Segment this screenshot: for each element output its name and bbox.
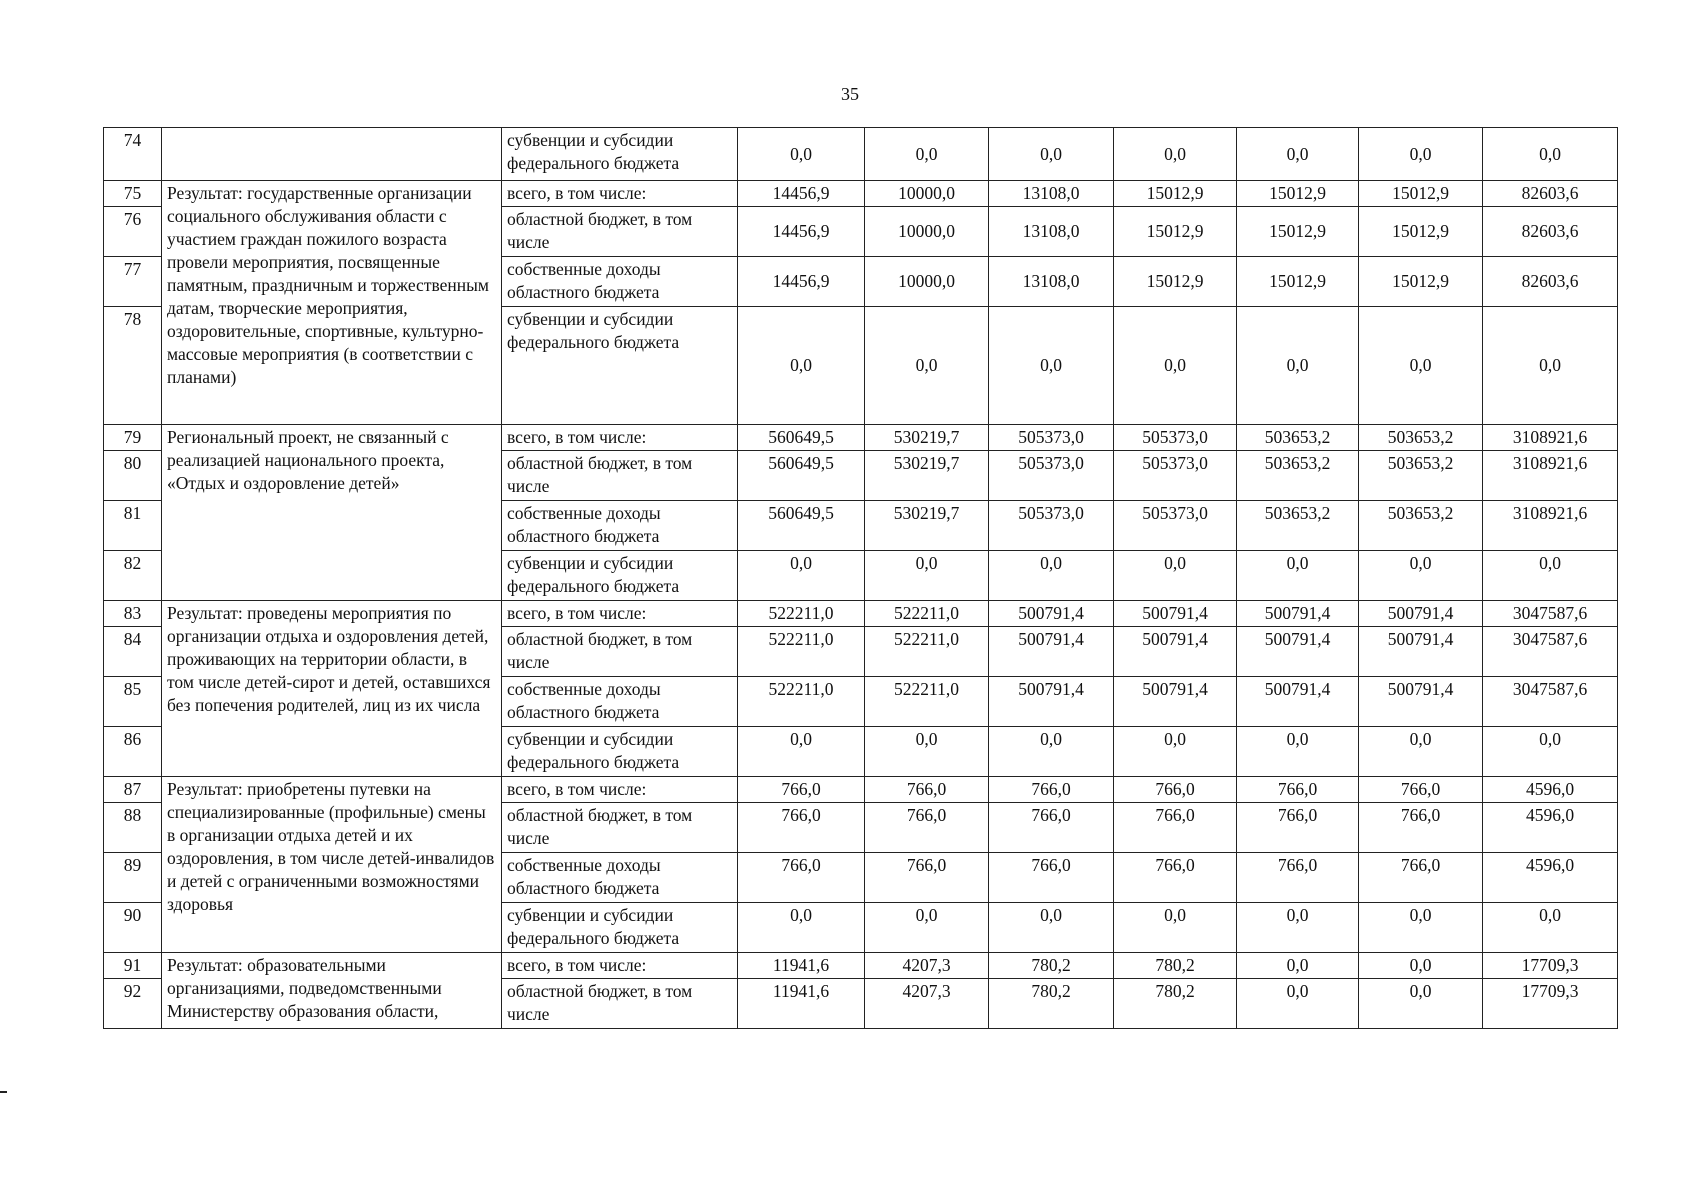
value-cell: 0,0 [1483, 128, 1618, 181]
value-cell: 500791,4 [989, 627, 1114, 677]
value-cell: 0,0 [1237, 128, 1359, 181]
value-cell: 766,0 [738, 777, 865, 803]
row-number: 83 [104, 601, 162, 627]
value-cell: 0,0 [1114, 727, 1237, 777]
row-description: Результат: образовательными организациями, подведомственными Министерству образования области, [162, 953, 502, 1029]
table-row [104, 128, 1618, 181]
value-cell: 13108,0 [989, 181, 1114, 207]
value-cell: 766,0 [865, 853, 989, 903]
funding-source: собственные доходы областного бюджета [502, 501, 738, 551]
value-cell: 0,0 [1359, 903, 1483, 953]
value-cell: 0,0 [1237, 551, 1359, 601]
value-cell: 522211,0 [738, 627, 865, 677]
value-cell: 500791,4 [1114, 601, 1237, 627]
funding-source: собственные доходы областного бюджета [502, 677, 738, 727]
value-cell: 15012,9 [1237, 257, 1359, 307]
row-number: 75 [104, 181, 162, 207]
row-number: 80 [104, 451, 162, 501]
value-cell: 4596,0 [1483, 853, 1618, 903]
value-cell: 780,2 [1114, 979, 1237, 1029]
value-cell: 505373,0 [1114, 451, 1237, 501]
value-cell: 82603,6 [1483, 257, 1618, 307]
funding-source: собственные доходы областного бюджета [502, 257, 738, 307]
value-cell: 522211,0 [738, 601, 865, 627]
value-cell: 766,0 [989, 803, 1114, 853]
table-row [104, 601, 1618, 627]
row-number: 77 [104, 257, 162, 307]
page-number: 35 [841, 84, 859, 104]
value-cell: 0,0 [1237, 307, 1359, 425]
value-cell: 14456,9 [738, 207, 865, 257]
value-cell: 505373,0 [989, 425, 1114, 451]
row-description: Региональный проект, не связанный с реализацией национального проекта, «Отдых и оздоровление детей» [162, 425, 502, 601]
funding-source: областной бюджет, в том числе [502, 207, 738, 257]
row-number: 76 [104, 207, 162, 257]
value-cell: 0,0 [1237, 727, 1359, 777]
value-cell: 15012,9 [1237, 181, 1359, 207]
value-cell: 13108,0 [989, 207, 1114, 257]
value-cell: 522211,0 [738, 677, 865, 727]
value-cell: 766,0 [865, 803, 989, 853]
value-cell: 0,0 [989, 903, 1114, 953]
value-cell: 766,0 [1359, 777, 1483, 803]
value-cell: 766,0 [1114, 853, 1237, 903]
value-cell: 0,0 [1237, 903, 1359, 953]
value-cell: 0,0 [989, 551, 1114, 601]
value-cell: 15012,9 [1114, 181, 1237, 207]
value-cell: 0,0 [865, 903, 989, 953]
value-cell: 500791,4 [1359, 627, 1483, 677]
row-number: 81 [104, 501, 162, 551]
value-cell: 14456,9 [738, 257, 865, 307]
value-cell: 0,0 [738, 903, 865, 953]
value-cell: 82603,6 [1483, 181, 1618, 207]
value-cell: 0,0 [1483, 903, 1618, 953]
row-number: 74 [104, 128, 162, 181]
funding-source: всего, в том числе: [502, 953, 738, 979]
value-cell: 0,0 [1237, 953, 1359, 979]
value-cell: 0,0 [989, 307, 1114, 425]
value-cell: 0,0 [1114, 128, 1237, 181]
value-cell: 500791,4 [1359, 677, 1483, 727]
budget-table [103, 127, 1618, 1029]
funding-source: областной бюджет, в том числе [502, 803, 738, 853]
value-cell: 530219,7 [865, 425, 989, 451]
value-cell: 0,0 [1114, 307, 1237, 425]
value-cell: 0,0 [1359, 307, 1483, 425]
row-description: Результат: проведены мероприятия по организации отдыха и оздоровления детей, проживающих на территории области, в том числе детей-сирот и детей, оставшихся без попечения родителей, лиц из их числа [162, 601, 502, 777]
row-number: 89 [104, 853, 162, 903]
funding-source: всего, в том числе: [502, 601, 738, 627]
value-cell: 766,0 [1237, 803, 1359, 853]
row-number: 86 [104, 727, 162, 777]
table-row [104, 425, 1618, 451]
row-number: 79 [104, 425, 162, 451]
value-cell: 0,0 [1359, 128, 1483, 181]
value-cell: 3047587,6 [1483, 627, 1618, 677]
value-cell: 503653,2 [1359, 425, 1483, 451]
funding-source: субвенции и субсидии федерального бюджета [502, 307, 738, 425]
value-cell: 560649,5 [738, 425, 865, 451]
funding-source: собственные доходы областного бюджета [502, 853, 738, 903]
value-cell: 4596,0 [1483, 803, 1618, 853]
row-number: 88 [104, 803, 162, 853]
value-cell: 0,0 [989, 128, 1114, 181]
value-cell: 503653,2 [1237, 501, 1359, 551]
value-cell: 0,0 [1483, 307, 1618, 425]
value-cell: 766,0 [738, 803, 865, 853]
value-cell: 780,2 [1114, 953, 1237, 979]
value-cell: 505373,0 [989, 451, 1114, 501]
value-cell: 503653,2 [1359, 451, 1483, 501]
value-cell: 530219,7 [865, 501, 989, 551]
row-number: 92 [104, 979, 162, 1029]
value-cell: 0,0 [865, 307, 989, 425]
value-cell: 505373,0 [989, 501, 1114, 551]
value-cell: 0,0 [865, 551, 989, 601]
value-cell: 15012,9 [1359, 207, 1483, 257]
funding-source: всего, в том числе: [502, 181, 738, 207]
value-cell: 0,0 [1483, 551, 1618, 601]
value-cell: 0,0 [865, 727, 989, 777]
value-cell: 522211,0 [865, 677, 989, 727]
value-cell: 11941,6 [738, 979, 865, 1029]
value-cell: 3108921,6 [1483, 501, 1618, 551]
value-cell: 766,0 [989, 777, 1114, 803]
row-number: 91 [104, 953, 162, 979]
row-number: 85 [104, 677, 162, 727]
funding-source: субвенции и субсидии федерального бюджета [502, 551, 738, 601]
value-cell: 560649,5 [738, 451, 865, 501]
funding-source: всего, в том числе: [502, 777, 738, 803]
row-description: Результат: государственные организации социального обслуживания области с участием граждан пожилого возраста провели мероприятия, посвященные памятным, праздничным и торжественным датам, творческие мероприятия, оздоровительные, спортивные, культурно-массовые мероприятия (в соответствии с планами) [162, 181, 502, 425]
value-cell: 15012,9 [1114, 257, 1237, 307]
row-description [162, 128, 502, 181]
funding-source: субвенции и субсидии федерального бюджета [502, 903, 738, 953]
value-cell: 15012,9 [1114, 207, 1237, 257]
table-row [104, 777, 1618, 803]
value-cell: 0,0 [738, 307, 865, 425]
table-row [104, 953, 1618, 979]
table-row [104, 181, 1618, 207]
value-cell: 500791,4 [1114, 627, 1237, 677]
value-cell: 10000,0 [865, 181, 989, 207]
value-cell: 15012,9 [1359, 257, 1483, 307]
row-number: 84 [104, 627, 162, 677]
funding-source: областной бюджет, в том числе [502, 979, 738, 1029]
value-cell: 530219,7 [865, 451, 989, 501]
value-cell: 0,0 [1114, 903, 1237, 953]
value-cell: 15012,9 [1359, 181, 1483, 207]
value-cell: 0,0 [865, 128, 989, 181]
value-cell: 0,0 [738, 128, 865, 181]
value-cell: 0,0 [1359, 727, 1483, 777]
value-cell: 780,2 [989, 953, 1114, 979]
value-cell: 4596,0 [1483, 777, 1618, 803]
value-cell: 3108921,6 [1483, 425, 1618, 451]
value-cell: 500791,4 [1237, 601, 1359, 627]
value-cell: 560649,5 [738, 501, 865, 551]
value-cell: 11941,6 [738, 953, 865, 979]
value-cell: 13108,0 [989, 257, 1114, 307]
value-cell: 766,0 [1114, 803, 1237, 853]
value-cell: 500791,4 [989, 601, 1114, 627]
value-cell: 500791,4 [1237, 677, 1359, 727]
funding-source: субвенции и субсидии федерального бюджета [502, 727, 738, 777]
funding-source: областной бюджет, в том числе [502, 627, 738, 677]
value-cell: 522211,0 [865, 601, 989, 627]
value-cell: 766,0 [989, 853, 1114, 903]
row-number: 87 [104, 777, 162, 803]
value-cell: 766,0 [1237, 777, 1359, 803]
value-cell: 17709,3 [1483, 953, 1618, 979]
value-cell: 4207,3 [865, 979, 989, 1029]
value-cell: 766,0 [1359, 853, 1483, 903]
margin-mark [0, 1091, 7, 1093]
value-cell: 766,0 [865, 777, 989, 803]
value-cell: 3047587,6 [1483, 677, 1618, 727]
value-cell: 0,0 [1237, 979, 1359, 1029]
funding-source: субвенции и субсидии федерального бюджета [502, 128, 738, 181]
value-cell: 10000,0 [865, 257, 989, 307]
value-cell: 500791,4 [1359, 601, 1483, 627]
value-cell: 0,0 [1359, 551, 1483, 601]
value-cell: 10000,0 [865, 207, 989, 257]
value-cell: 500791,4 [1114, 677, 1237, 727]
value-cell: 503653,2 [1237, 451, 1359, 501]
value-cell: 0,0 [1359, 979, 1483, 1029]
value-cell: 503653,2 [1359, 501, 1483, 551]
funding-source: областной бюджет, в том числе [502, 451, 738, 501]
value-cell: 0,0 [1114, 551, 1237, 601]
value-cell: 0,0 [989, 727, 1114, 777]
funding-source: всего, в том числе: [502, 425, 738, 451]
value-cell: 3108921,6 [1483, 451, 1618, 501]
value-cell: 766,0 [1359, 803, 1483, 853]
value-cell: 505373,0 [1114, 425, 1237, 451]
row-number: 90 [104, 903, 162, 953]
value-cell: 500791,4 [1237, 627, 1359, 677]
value-cell: 0,0 [738, 727, 865, 777]
value-cell: 14456,9 [738, 181, 865, 207]
row-number: 82 [104, 551, 162, 601]
value-cell: 15012,9 [1237, 207, 1359, 257]
value-cell: 17709,3 [1483, 979, 1618, 1029]
value-cell: 503653,2 [1237, 425, 1359, 451]
value-cell: 766,0 [1237, 853, 1359, 903]
value-cell: 766,0 [738, 853, 865, 903]
value-cell: 82603,6 [1483, 207, 1618, 257]
value-cell: 3047587,6 [1483, 601, 1618, 627]
value-cell: 780,2 [989, 979, 1114, 1029]
row-number: 78 [104, 307, 162, 425]
value-cell: 500791,4 [989, 677, 1114, 727]
value-cell: 4207,3 [865, 953, 989, 979]
value-cell: 505373,0 [1114, 501, 1237, 551]
value-cell: 0,0 [738, 551, 865, 601]
value-cell: 0,0 [1359, 953, 1483, 979]
value-cell: 766,0 [1114, 777, 1237, 803]
value-cell: 0,0 [1483, 727, 1618, 777]
row-description: Результат: приобретены путевки на специализированные (профильные) смены в организации отдыха детей и их оздоровления, в том числе детей-инвалидов и детей с ограниченными возможностями здоровья [162, 777, 502, 953]
value-cell: 522211,0 [865, 627, 989, 677]
